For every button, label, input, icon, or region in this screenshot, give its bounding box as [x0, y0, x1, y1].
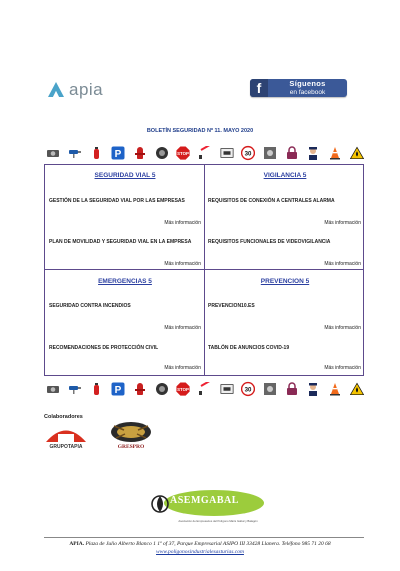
stop-sign-icon [176, 382, 190, 396]
parking-sign-text: P [114, 149, 122, 160]
safe-icon [263, 146, 277, 160]
grespro-logo-icon [108, 420, 154, 444]
fire-warning-icon [350, 146, 364, 160]
grupo-tapia-logo-icon [44, 423, 88, 443]
traffic-barrier-icon [198, 146, 212, 160]
asemgabal-subtitle: Asociación de Empresarios del Polígono Maris Gabal y Balagón [178, 519, 258, 523]
mas-informacion-link[interactable]: Más información [164, 325, 201, 331]
facebook-icon: f [250, 79, 268, 97]
lock-icon [285, 146, 299, 160]
bulletin-sections-table [44, 164, 364, 376]
mas-informacion-link[interactable]: Más información [324, 365, 361, 371]
facebook-label-line2: en facebook [289, 88, 326, 96]
no-camera-icon [220, 382, 234, 396]
security-icons-strip-bottom [46, 379, 364, 399]
section-item-requisitos-conexion: REQUISITOS DE CONEXIÓN A CENTRALES ALARMA [208, 198, 335, 204]
section-item-tablon-covid: TABLÓN DE ANUNCIOS COVID-19 [208, 345, 290, 351]
speed-limit-30-icon [241, 382, 255, 396]
security-icons-strip-top [46, 143, 364, 163]
traffic-cone-icon [328, 382, 342, 396]
camera-icon [46, 146, 60, 160]
section-item-plan-movilidad: PLAN DE MOVILIDAD Y SEGURIDAD VIAL EN LA EMPRESA [49, 239, 192, 245]
speed-limit-30-icon [241, 146, 255, 160]
cctv-icon [68, 146, 82, 160]
no-camera-icon [220, 146, 234, 160]
speed-sign-text: 30 [244, 386, 252, 394]
asemgabal-name: ASEMGABAL [170, 495, 239, 506]
footer-divider [44, 537, 364, 538]
fire-hydrant-icon [133, 146, 147, 160]
security-guard-icon [306, 382, 320, 396]
grespro-logo[interactable] [108, 420, 154, 452]
section-item-prevencion10: PREVENCION10.ES [208, 303, 255, 309]
facebook-follow-button[interactable] [250, 79, 347, 97]
stop-sign-icon [176, 146, 190, 160]
lock-icon [285, 382, 299, 396]
safe-icon [263, 382, 277, 396]
collaborators-title: Colaboradores [44, 414, 83, 420]
fire-extinguisher-icon [89, 146, 103, 160]
stop-sign-text: STOP [177, 151, 190, 157]
section-title-seguridad-vial[interactable]: SEGURIDAD VIAL 5 [94, 172, 156, 179]
footer-website-link[interactable]: www.poligonosindustrialesasturias.com [156, 549, 244, 555]
cctv-icon [68, 382, 82, 396]
footer-org: APIA. [69, 541, 85, 547]
parking-icon [111, 146, 125, 160]
cctv-dome-icon [155, 146, 169, 160]
fire-warning-icon [350, 382, 364, 396]
security-guard-icon [306, 146, 320, 160]
grespro-label: GRESPRO [117, 444, 145, 450]
section-item-requisitos-videovigilancia: REQUISITOS FUNCIONALES DE VIDEOVIGILANCIA [208, 239, 331, 245]
apia-logo-icon [46, 80, 66, 100]
grupo-tapia-label: GRUPOTAPIA [49, 444, 83, 450]
traffic-cone-icon [328, 146, 342, 160]
section-item-seguridad-incendios: SEGURIDAD CONTRA INCENDIOS [49, 303, 131, 309]
section-title-vigilancia[interactable]: VIGILANCIA 5 [263, 172, 307, 179]
mas-informacion-link[interactable]: Más información [324, 220, 361, 226]
camera-icon [46, 382, 60, 396]
section-item-proteccion-civil: RECOMENDACIONES DE PROTECCIÓN CIVIL [49, 345, 159, 351]
footer-address [0, 541, 400, 547]
fire-extinguisher-icon [89, 382, 103, 396]
facebook-label-line1: Síguenos [289, 78, 326, 88]
section-item-gestion-seguridad-vial: GESTIÓN DE LA SEGURIDAD VIAL POR LAS EMPRESAS [49, 198, 185, 204]
stop-sign-text: STOP [177, 387, 190, 393]
grupo-tapia-logo[interactable] [44, 423, 88, 453]
mas-informacion-link[interactable]: Más información [164, 261, 201, 267]
asemgabal-logo[interactable] [150, 489, 266, 529]
bulletin-title: BOLETÍN SEGURIDAD Nº 11. MAYO 2020 [146, 128, 254, 134]
mas-informacion-link[interactable]: Más información [164, 365, 201, 371]
section-title-emergencias[interactable]: EMERGENCIAS 5 [98, 278, 152, 285]
mas-informacion-link[interactable]: Más información [324, 261, 361, 267]
parking-icon [111, 382, 125, 396]
apia-logo-text: apia [69, 80, 104, 99]
parking-sign-text: P [114, 385, 122, 396]
apia-logo [46, 80, 103, 100]
section-title-prevencion[interactable]: PREVENCION 5 [260, 278, 310, 285]
fire-hydrant-icon [133, 382, 147, 396]
cctv-dome-icon [155, 382, 169, 396]
speed-sign-text: 30 [244, 150, 252, 158]
footer-address-text: Plaza de Julio Alberto Blanco 1 1º of 37, Parque Empresarial ASIPO III 33428 Llanera. Teléfono 985 71 20 68 [84, 541, 331, 547]
traffic-barrier-icon [198, 382, 212, 396]
mas-informacion-link[interactable]: Más información [324, 325, 361, 331]
mas-informacion-link[interactable]: Más información [164, 220, 201, 226]
